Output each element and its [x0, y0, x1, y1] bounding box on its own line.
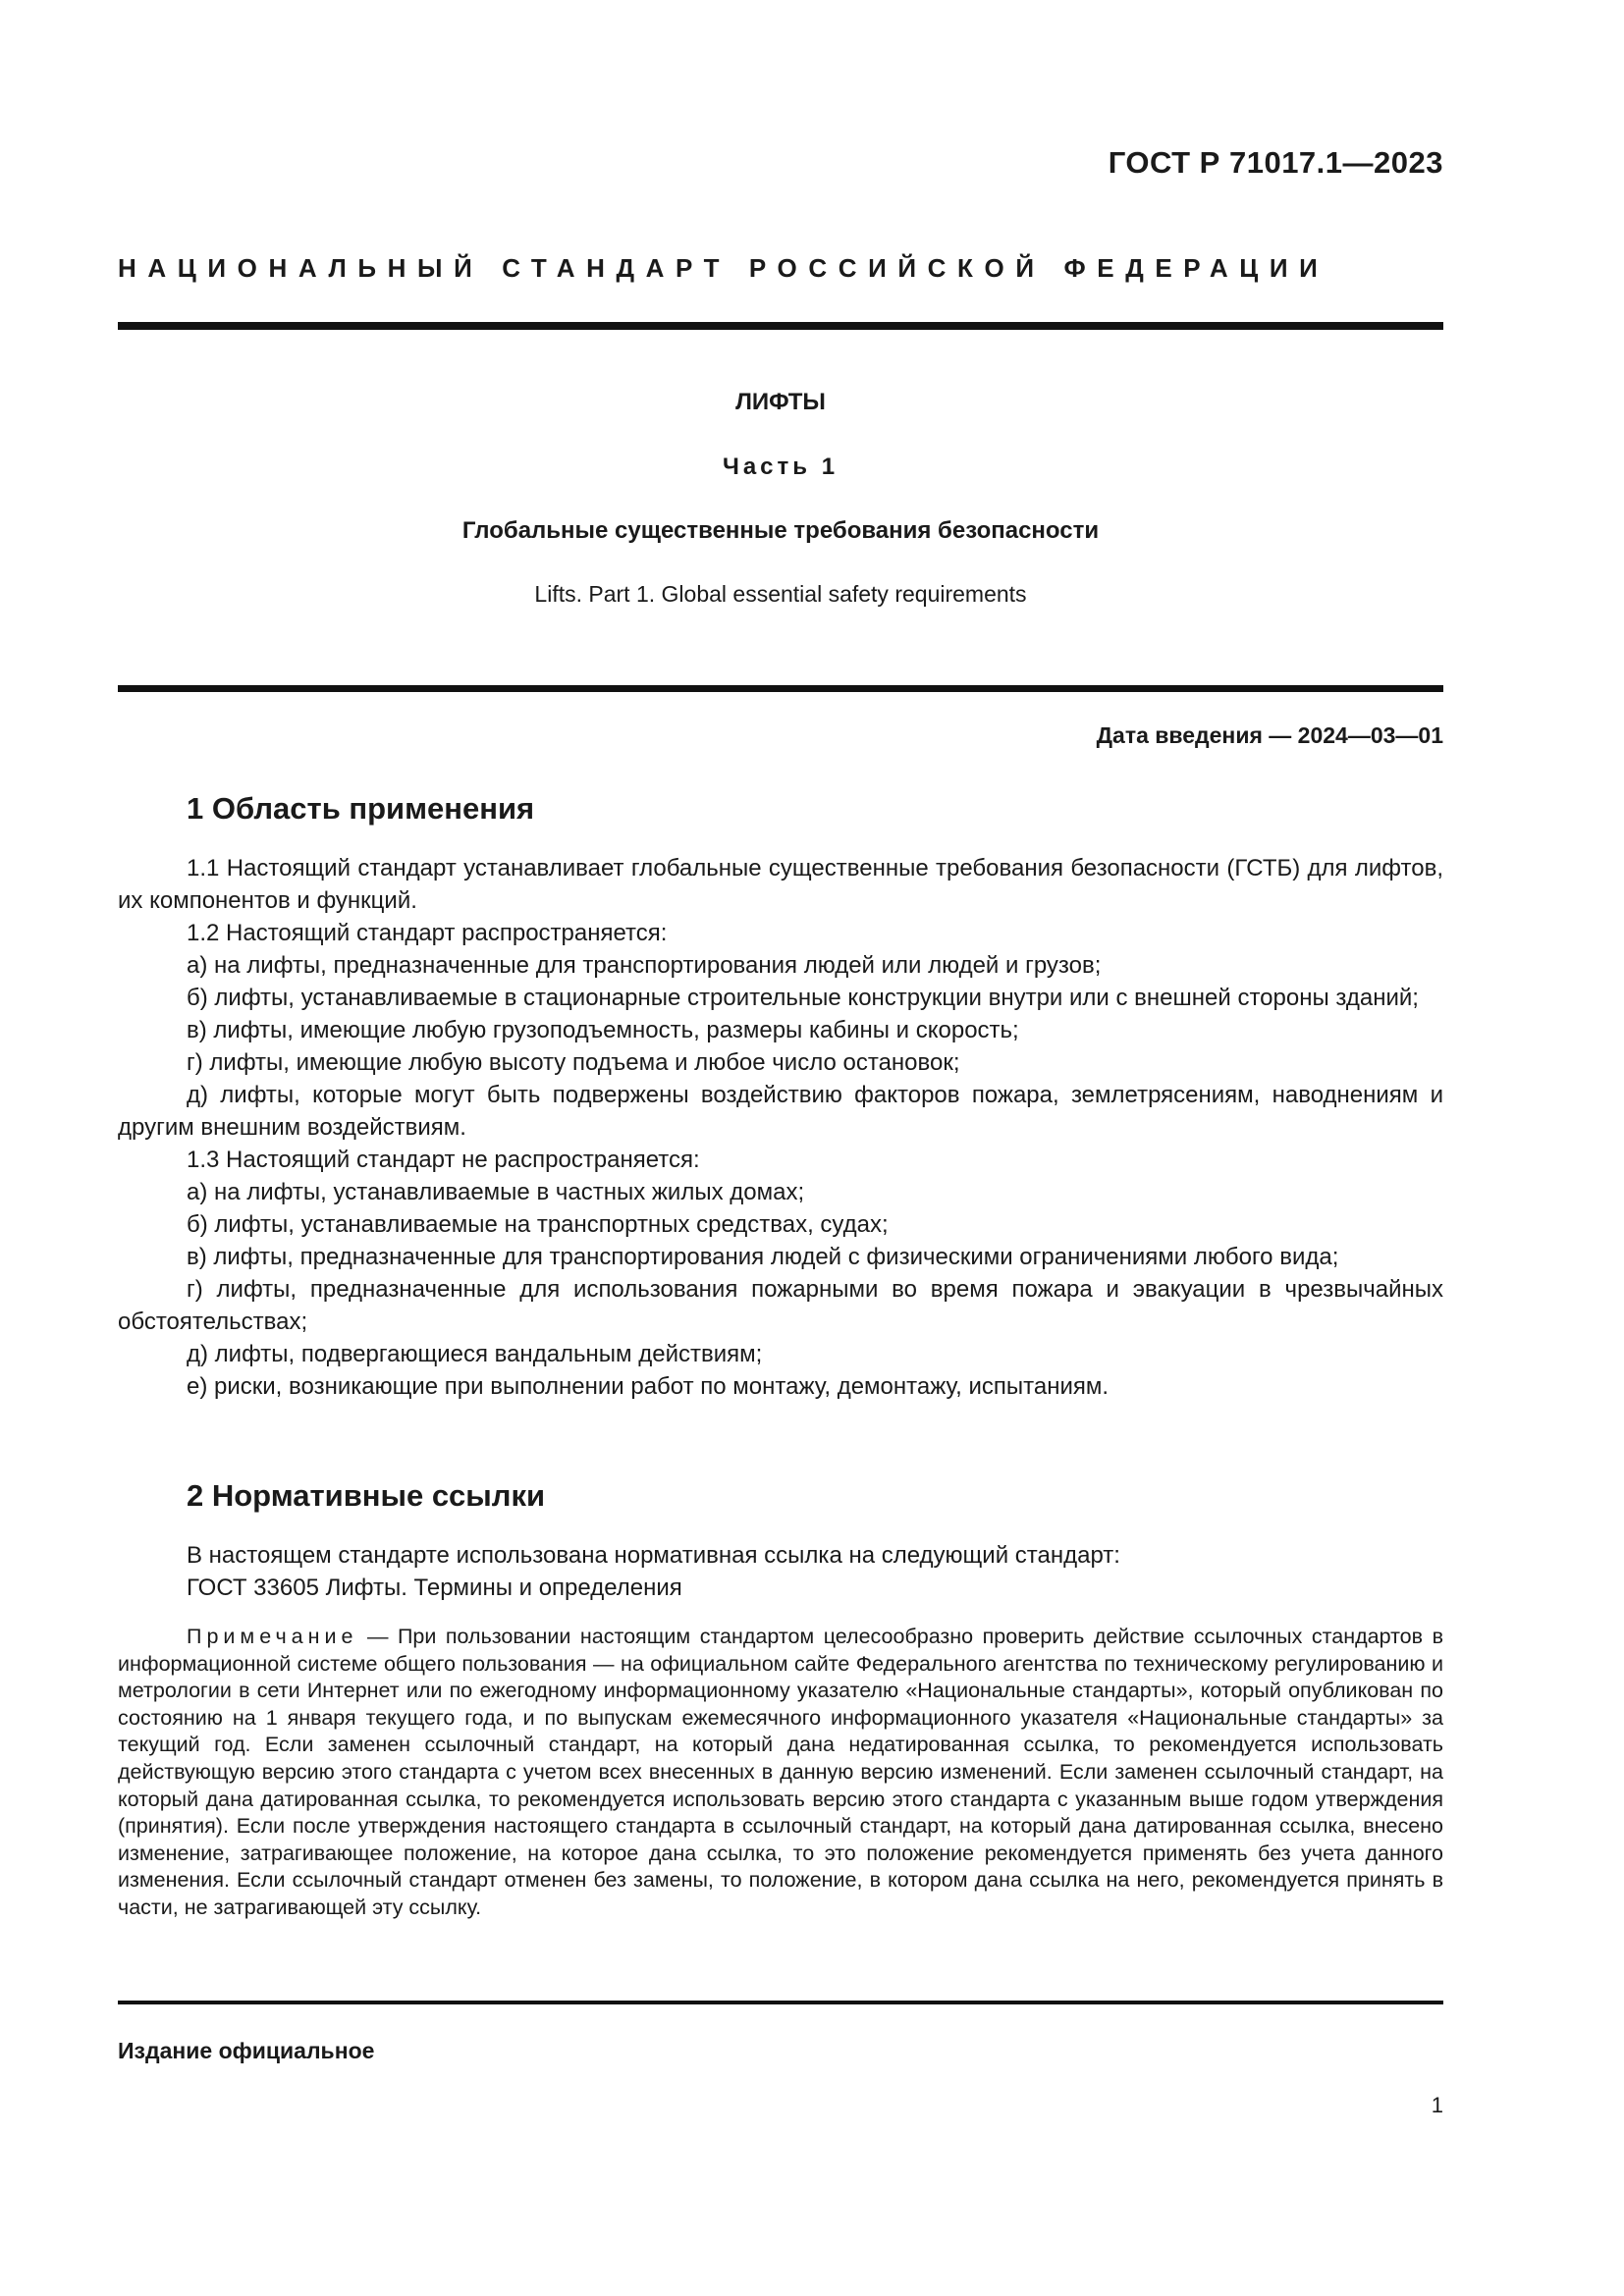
- section-1-heading: 1 Область применения: [187, 791, 535, 826]
- list-item: в) лифты, имеющие любую грузоподъемность, размеры кабины и скорость;: [187, 1017, 1019, 1043]
- list-item: д) лифты, которые могут быть подвержены воздействию факторов пожара, землетрясениям, наводнениям и другим внешним воздействиям.: [118, 1082, 1443, 1141]
- section-2-heading: 2 Нормативные ссылки: [187, 1478, 546, 1513]
- section-2-body: [118, 1539, 1443, 1604]
- title-rule: [118, 685, 1443, 692]
- page-number: 1: [1431, 2093, 1443, 2117]
- top-rule: [118, 322, 1443, 330]
- standard-number: ГОСТ Р 71017.1—2023: [1108, 145, 1443, 180]
- list-item: в) лифты, предназначенные для транспортирования людей с физическими ограничениями любого вида;: [187, 1244, 1339, 1270]
- list-item: б) лифты, устанавливаемые в стационарные строительные конструкции внутри или с внешней стороны зданий;: [187, 985, 1419, 1011]
- note-text: — При пользовании настоящим стандартом целесообразно проверить действие ссылочных стандартов в информационной системе общего пользования — на официальном сайте Федерального агентства по техническому регулированию и метрологии в сети Интернет или по ежегодному информационному указателю «Национальные стандарты», который опубликован по состоянию на 1 января текущего года, и по выпускам ежемесячного информационного указателя «Национальные стандарты» за текущий год. Если заменен ссылочный стандарт, на который дана недатированная ссылка, то рекомендуется использовать действующую версию этого стандарта с учетом всех внесенных в данную версию изменений. Если заменен ссылочный стандарт, на который дана датированная ссылка, то рекомендуется использовать версию этого стандарта с указанным выше годом утверждения (принятия). Если после утверждения настоящего стандарта в ссылочный стандарт, на который дана датированная ссылка, внесено изменение, затрагивающее положение, на которое дана ссылка, то это положение рекомендуется применять без учета данного изменения. Если ссылочный стандарт отменен без замены, то положение, в котором дана ссылка на него, рекомендуется принять в части, не затрагивающей эту ссылку.: [118, 1625, 1443, 1919]
- national-standard-header: НАЦИОНАЛЬНЫЙ СТАНДАРТ РОССИЙСКОЙ ФЕДЕРАЦИИ: [118, 253, 1329, 283]
- list-item: г) лифты, предназначенные для использования пожарными во время пожара и эвакуации в чрезвычайных обстоятельствах;: [118, 1276, 1443, 1335]
- list-item: а) на лифты, предназначенные для транспортирования людей или людей и грузов;: [187, 952, 1102, 979]
- list-item: б) лифты, устанавливаемые на транспортных средствах, судах;: [187, 1211, 889, 1238]
- document-subtitle: Глобальные существенные требования безопасности: [461, 517, 1100, 544]
- note-label: Примечание: [187, 1625, 358, 1648]
- part-title: Часть 1: [722, 454, 839, 480]
- introduction-date: Дата введения — 2024—03—01: [1096, 722, 1443, 748]
- bottom-rule: [118, 2001, 1443, 2004]
- edition-label: Издание официальное: [118, 2038, 375, 2063]
- list-item: д) лифты, подвергающиеся вандальным действиям;: [187, 1341, 763, 1367]
- section-1-body: [118, 852, 1443, 1403]
- english-title: Lifts. Part 1. Global essential safety requirements: [534, 581, 1027, 607]
- document-title: ЛИФТЫ: [735, 389, 826, 415]
- reference-item: ГОСТ 33605 Лифты. Термины и определения: [187, 1575, 682, 1601]
- list-item: а) на лифты, устанавливаемые в частных жилых домах;: [187, 1179, 805, 1205]
- list-item: г) лифты, имеющие любую высоту подъема и любое число остановок;: [187, 1049, 960, 1076]
- paragraph: 1.1 Настоящий стандарт устанавливает глобальные существенные требования безопасности (ГСТБ) для лифтов, их компонентов и функций.: [118, 855, 1443, 914]
- list-item: е) риски, возникающие при выполнении работ по монтажу, демонтажу, испытаниям.: [187, 1373, 1110, 1400]
- paragraph: В настоящем стандарте использована нормативная ссылка на следующий стандарт:: [187, 1542, 1120, 1569]
- note-paragraph: [118, 1624, 1443, 1922]
- paragraph: 1.3 Настоящий стандарт не распространяется:: [187, 1147, 700, 1173]
- paragraph: 1.2 Настоящий стандарт распространяется:: [187, 920, 668, 946]
